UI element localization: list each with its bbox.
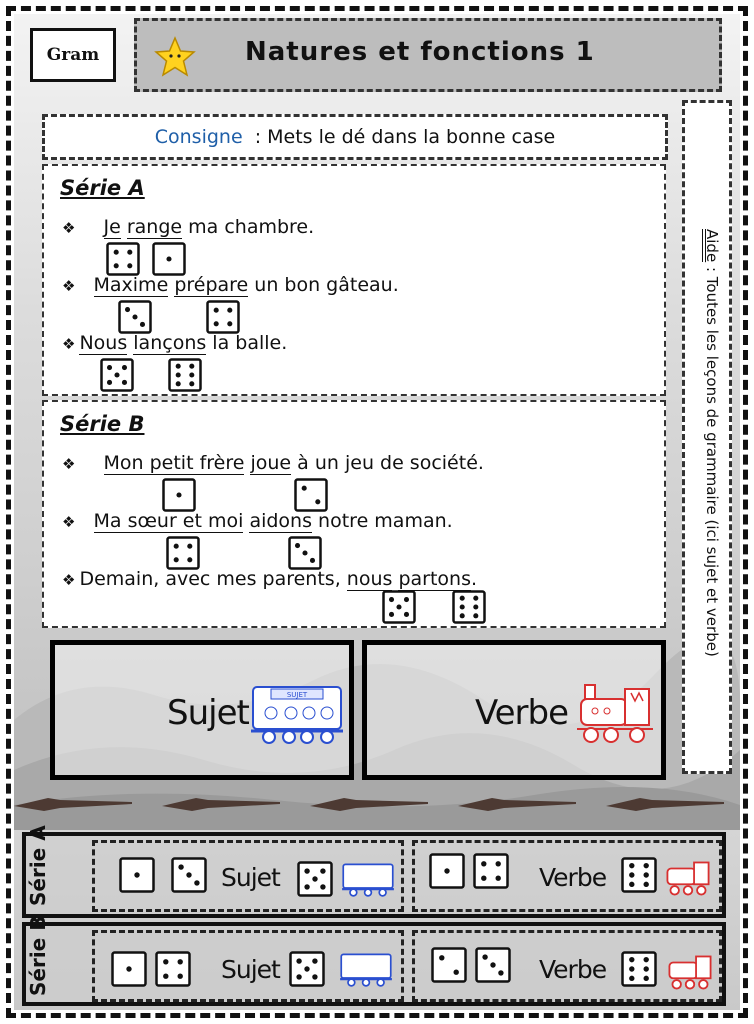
verbe-card[interactable] — [362, 640, 666, 780]
die-icon[interactable] — [452, 590, 486, 628]
verbe-word: partons — [398, 568, 471, 590]
verbe-answer-box[interactable] — [412, 930, 722, 1002]
die-pip — [629, 872, 634, 877]
serie-word: Série — [26, 937, 50, 996]
die-pip — [127, 263, 132, 268]
die-pip — [310, 558, 315, 563]
die-pip — [496, 876, 501, 881]
die-pip — [439, 955, 444, 960]
die-pip — [320, 884, 325, 889]
serie-b-sentence-2 — [62, 510, 453, 532]
die-icon[interactable] — [111, 951, 147, 991]
die-pip — [389, 597, 394, 602]
die-pip — [460, 596, 465, 601]
bullet-icon: ❖ — [62, 219, 76, 237]
die-icon[interactable] — [621, 951, 657, 991]
sentence-rest: la balle. — [206, 332, 288, 354]
instruction-separator: : — [248, 126, 268, 148]
die-pip — [176, 381, 181, 386]
die-pip — [176, 364, 181, 369]
die-icon[interactable] — [119, 857, 155, 897]
die-pip — [629, 957, 634, 962]
die-pip — [166, 256, 171, 261]
die-pip — [140, 322, 145, 327]
die-pip — [114, 250, 119, 255]
die-pip — [312, 974, 317, 979]
die-pip — [404, 612, 409, 617]
die-pip — [644, 872, 649, 877]
help-content: : Toutes les leçons de grammaire (ici sujet et verbe) — [703, 262, 721, 657]
fence-post-icon — [458, 794, 576, 812]
die-icon[interactable] — [429, 853, 465, 893]
verbe-answer-label: Verbe — [539, 863, 607, 892]
die-pip — [114, 263, 119, 268]
die-icon[interactable] — [431, 947, 467, 987]
die-pip — [114, 372, 119, 377]
help-label: Aide — [703, 229, 721, 263]
die-pip — [176, 372, 181, 377]
verbe-word: prépare — [174, 274, 249, 296]
die-pip — [127, 250, 132, 255]
die-pip — [644, 976, 649, 981]
sujet-answer-box[interactable] — [92, 930, 404, 1002]
die-pip — [174, 544, 179, 549]
sujet-word: Mon petit frère — [103, 452, 245, 474]
die-pip — [629, 976, 634, 981]
die-pip — [460, 613, 465, 618]
die-pip — [629, 863, 634, 868]
die-pip — [296, 974, 301, 979]
die-pip — [473, 604, 478, 609]
die-pip — [178, 959, 183, 964]
die-pip — [174, 557, 179, 562]
die-pip — [189, 381, 194, 386]
serie-a-sentence-1 — [62, 216, 314, 238]
die-pip — [629, 882, 634, 887]
die-pip — [481, 861, 486, 866]
row-a-label — [26, 825, 68, 914]
sujet-answer-box[interactable] — [92, 840, 404, 912]
die-pip — [126, 966, 131, 971]
die-pip — [107, 365, 112, 370]
die-pip — [227, 308, 232, 313]
die-pip — [644, 882, 649, 887]
die-pip — [389, 612, 394, 617]
verbe-answer-label: Verbe — [539, 955, 607, 984]
die-icon[interactable] — [475, 947, 511, 987]
die-pip — [312, 876, 317, 881]
die-pip — [122, 380, 127, 385]
serie-b-title: Série B — [60, 412, 145, 436]
sujet-answer-label: Sujet — [221, 863, 280, 892]
fence-post-icon — [310, 794, 428, 812]
verbe-word: lançons — [133, 332, 207, 354]
serie-a-sentence-2 — [62, 274, 399, 296]
space — [121, 216, 127, 238]
row-letter: A — [26, 825, 50, 841]
answer-row-b — [22, 915, 726, 1006]
die-pip — [315, 499, 320, 504]
die-pip — [312, 958, 317, 963]
die-icon[interactable] — [171, 857, 207, 897]
wagon-icon — [249, 681, 345, 745]
die-pip — [302, 486, 307, 491]
wagon-icon — [339, 949, 393, 989]
die-pip — [163, 974, 168, 979]
die-pip — [396, 604, 401, 609]
die-pip — [473, 596, 478, 601]
sujet-word: Maxime — [93, 274, 169, 296]
die-pip — [227, 321, 232, 326]
die-pip — [454, 970, 459, 975]
die-pip — [644, 863, 649, 868]
die-pip — [296, 958, 301, 963]
help-text — [703, 229, 721, 749]
verbe-answer-box[interactable] — [412, 840, 722, 912]
die-pip — [444, 868, 449, 873]
die-pip — [320, 868, 325, 873]
die-icon[interactable] — [155, 951, 191, 991]
instruction-box — [42, 114, 668, 160]
bullet-icon: ❖ — [62, 277, 76, 295]
die-pip — [481, 876, 486, 881]
die-icon[interactable] — [100, 358, 134, 396]
die-pip — [498, 970, 503, 975]
die-pip — [304, 966, 309, 971]
bullet-icon: ❖ — [62, 513, 76, 531]
answer-row-a — [22, 825, 726, 918]
die-pip — [304, 884, 309, 889]
die-icon[interactable] — [289, 951, 325, 991]
sentence-rest: notre maman. — [312, 510, 453, 532]
die-pip — [189, 364, 194, 369]
die-pip — [496, 861, 501, 866]
die-pip — [304, 868, 309, 873]
sujet-word: Ma sœur et moi — [93, 510, 244, 532]
locomotive-icon — [577, 681, 653, 745]
serie-word: Série — [26, 847, 50, 906]
instruction-label: Consigne — [154, 126, 243, 148]
title-bar — [134, 18, 722, 92]
sentence-rest: ma chambre. — [182, 216, 315, 238]
sujet-card[interactable] — [50, 640, 354, 780]
row-label-text — [28, 825, 48, 906]
die-pip — [107, 380, 112, 385]
die-pip — [178, 974, 183, 979]
fence-post-icon — [14, 794, 132, 812]
wagon-icon — [341, 859, 395, 899]
die-pip — [473, 613, 478, 618]
fence-post-icon — [606, 794, 724, 812]
page-title: Natures et fonctions 1 — [245, 37, 595, 67]
gram-badge: Gram — [30, 28, 116, 82]
sujet-word: Nous — [79, 332, 128, 354]
die-icon[interactable] — [473, 853, 509, 893]
sentence-rest: . — [470, 568, 478, 590]
serie-b-panel — [42, 400, 666, 628]
sujet-word: Je — [103, 216, 121, 238]
die-pip — [404, 597, 409, 602]
help-sidebar — [682, 100, 732, 774]
die-pip — [176, 492, 181, 497]
sentence-rest: un bon gâteau. — [248, 274, 399, 296]
die-pip — [490, 962, 495, 967]
die-pip — [189, 372, 194, 377]
wagon-sign: SUJET — [286, 691, 308, 699]
die-pip — [214, 308, 219, 313]
verbe-word: aidons — [249, 510, 313, 532]
die-pip — [644, 966, 649, 971]
die-pip — [178, 864, 183, 869]
instruction-text: Mets le dé dans la bonne case — [267, 126, 556, 148]
verbe-word: range — [126, 216, 183, 238]
die-pip — [132, 314, 137, 319]
die-pip — [482, 954, 487, 959]
die-pip — [163, 959, 168, 964]
bullet-icon: ❖ — [62, 455, 76, 473]
row-letter: B — [26, 915, 50, 931]
die-pip — [295, 543, 300, 548]
sujet-answer-label: Sujet — [221, 955, 280, 984]
serie-a-panel — [42, 164, 666, 396]
serie-a-sentence-3 — [62, 332, 287, 354]
die-pip — [214, 321, 219, 326]
die-pip — [302, 550, 307, 555]
row-b-label — [26, 915, 68, 1004]
verbe-word: joue — [250, 452, 292, 474]
bullet-icon: ❖ — [62, 571, 76, 589]
verbe-card-label: Verbe — [475, 693, 569, 733]
sujet-card-label: Sujet — [167, 693, 249, 733]
star-icon — [153, 35, 197, 79]
die-pip — [644, 957, 649, 962]
die-icon[interactable] — [621, 857, 657, 897]
serie-b-sentence-1 — [62, 452, 484, 474]
locomotive-icon — [667, 951, 713, 991]
die-pip — [186, 872, 191, 877]
locomotive-icon — [665, 857, 711, 897]
sentence-rest: à un jeu de société. — [291, 452, 484, 474]
die-icon[interactable] — [382, 590, 416, 628]
fence-post-icon — [162, 794, 280, 812]
die-pip — [460, 604, 465, 609]
die-pip — [194, 880, 199, 885]
die-icon[interactable] — [297, 861, 333, 901]
sentence-start: Demain, avec mes parents, — [79, 568, 347, 590]
bullet-icon: ❖ — [62, 335, 76, 353]
die-pip — [122, 365, 127, 370]
die-pip — [134, 872, 139, 877]
sujet-word: nous — [346, 568, 393, 590]
die-pip — [125, 307, 130, 312]
die-icon[interactable] — [168, 358, 202, 396]
serie-a-title: Série A — [60, 176, 145, 200]
die-pip — [187, 544, 192, 549]
die-pip — [187, 557, 192, 562]
serie-b-sentence-3 — [62, 568, 477, 590]
row-label-text — [28, 916, 48, 996]
die-pip — [629, 966, 634, 971]
